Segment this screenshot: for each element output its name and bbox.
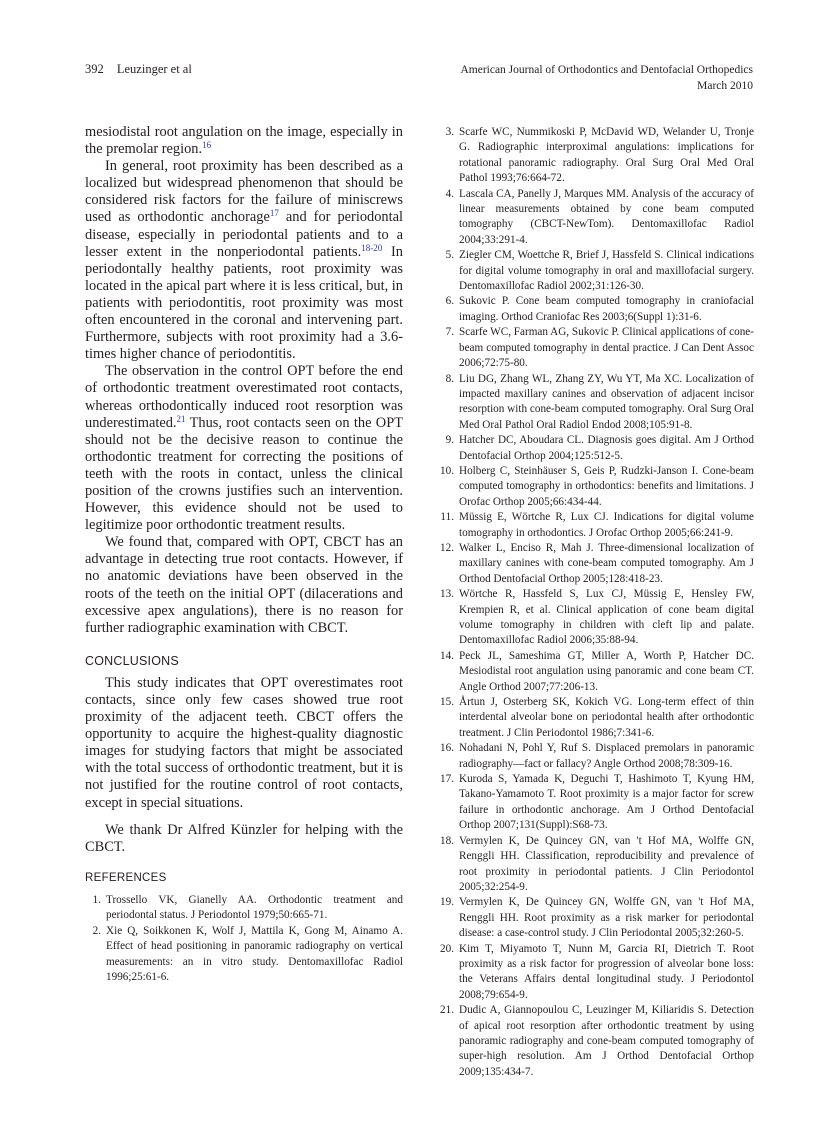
conclusions-heading: CONCLUSIONS (85, 653, 179, 668)
paragraph: The observation in the control OPT before the end of orthodontic treatment overestimated root contacts, whereas orthodontically induced root resorption was underestimated.$^{21}$ Thus, root contacts seen on the OPT should not be the decisive reason to continue the orthodontic treatment for correcting the positions of teeth with the roots in contact, unless the clinical position of the crowns justifies such an intervention. However, this evidence should not be used to legitimize poor orthodontic treatment results. (85, 363, 403, 534)
reference-item: 16. Nohadani N, Pohl Y, Ruf S. Displaced premolars in panoramic radiography—fact or fallacy? Angle Orthod 2008;78:309-16. (440, 742, 754, 770)
reference-item: 4. Lascala CA, Panelly J, Marques MM. Analysis of the accuracy of linear measurements obtained by cone beam computed tomography (CBCT-NewTom). Dentomaxillofac Radiol 2004;33:291-4. (445, 187, 754, 246)
conclusions-paragraph: This study indicates that OPT overestimates root contacts, since only few cases showed true root proximity of the adjacent teeth. CBCT offers the opportunity to acquire the highest-quality diagnostic images for studying factors that might be associated with the total success of orthodontic treatment, but it is not justified for the routine control of root contacts, except in special situations. (85, 674, 403, 811)
citation-link[interactable]: 18-20 (361, 242, 383, 253)
reference-item: 8. Liu DG, Zhang WL, Zhang ZY, Wu YT, Ma XC. Localization of impacted maxillary canines and observation of adjacent incisor resorption with cone-beam computed tomography. Oral Surg Oral Med Oral Pathol Oral Radiol Endod 2008;105:91-8. (445, 372, 754, 431)
reference-item: 15. Årtun J, Osterberg SK, Kokich VG. Long-term effect of thin interdental alveolar bone on periodontal health after orthodontic treatment. J Clin Periodontol 1986;7:341-6. (440, 696, 754, 739)
reference-item: 19. Vermylen K, De Quincey GN, Wolffe GN, van 't Hof MA, Renggli HH. Root proximity as a risk marker for periodontal disease: a case-control study. J Clin Periodontal 2005;32:260-5. (440, 896, 754, 940)
reference-item: 14. Peck JL, Sameshima GT, Miller A, Worth P, Hatcher DC. Mesiodistal root angulation using panoramic and cone beam CT. Angle Orthod 2007;77:206-13. (440, 649, 754, 693)
page-number: 392 (85, 62, 104, 76)
running-header-left (85, 62, 192, 77)
reference-item: 11. Müssig E, Wörtche R, Lux CJ. Indications for digital volume tomography in orthodontics. J Orofac Orthop 2005;66:241-9. (440, 511, 754, 539)
reference-item: 5. Ziegler CM, Woettche R, Brief J, Hassfeld S. Clinical indications for digital volume tomography in oral and maxillofacial surgery. Dentomaxillofac Radiol 2002;31:126-30. (445, 249, 754, 293)
reference-item: 10. Holberg C, Steinhäuser S, Geis P, Rudzki-Janson I. Cone-beam computed tomography in orthodontics: benefits and limitations. J Orofac Orthop 2005;66:434-44. (440, 464, 754, 508)
reference-item: 1. Trossello VK, Gianelly AA. Orthodontic treatment and periodontal status. J Periodontol 1979;50:665-71. (92, 893, 403, 922)
reference-list-right (438, 125, 754, 1080)
paragraph: We found that, compared with OPT, CBCT has an advantage in detecting true root contacts. However, if no anatomic deviations have been observed in the roots of the teeth on the initial OPT (dilacerations and excessive apex angulations), there is no reason for further radiographic examination with CBCT. (85, 534, 403, 636)
acknowledgment: We thank Dr Alfred Künzler for helping with the CBCT. (85, 821, 403, 855)
journal-title: American Journal of Orthodontics and Dentofacial Orthopedics (460, 64, 753, 76)
paragraph: mesiodistal root angulation on the image, especially in the premolar region.$^{16}$ (85, 124, 403, 158)
reference-item: 17. Kuroda S, Yamada K, Deguchi T, Hashimoto T, Kyung HM, Takano-Yamamoto T. Root proximity is a major factor for screw failure in orthodontic anchorage. Am J Orthod Dentofacial Orthop 2007;131(Suppl):S68-73. (440, 773, 754, 832)
reference-item: 13. Wörtche R, Hassfeld S, Lux CJ, Müssig E, Hensley FW, Krempien R, et al. Clinical application of cone beam digital volume tomography in children with cleft lip and palate. Dentomaxillofac Radiol 2006;35:88-94. (440, 588, 754, 647)
right-column (438, 125, 754, 1080)
citation-link[interactable]: 16 (202, 140, 212, 151)
reference-item: 3. Scarfe WC, Nummikoski P, McDavid WD, Welander U, Tronje G. Radiographic interproximal angulations: implications for rotational panoramic radiography. Oral Surg Oral Med Oral Pathol 1993;76:664-72. (445, 126, 754, 185)
running-authors: Leuzinger et al (116, 62, 192, 76)
reference-item: 18. Vermylen K, De Quincey GN, van 't Hof MA, Wolffe GN, Renggli HH. Classification, reproducibility and prevalence of root proximity in periodontal patients. J Clin Periodontol 2005;32:254-9. (440, 834, 754, 893)
reference-item: 7. Scarfe WC, Farman AG, Sukovic P. Clinical applications of cone-beam computed tomography in dental practice. J Can Dent Assoc 2006;72:75-80. (445, 326, 754, 370)
left-column (85, 124, 403, 985)
reference-list-left (85, 893, 403, 985)
reference-item: 21. Dudic A, Giannopoulou C, Leuzinger M, Kiliaridis S. Detection of apical root resorption after orthodontic treatment by using panoramic radiography and cone-beam computed tomography of super-high resolution. Am J Orthod Dentofacial Orthop 2009;135:434-7. (440, 1004, 754, 1078)
citation-link[interactable]: 21 (176, 413, 186, 424)
citation-link[interactable]: 17 (269, 208, 279, 219)
reference-item: 6. Sukovic P. Cone beam computed tomography in craniofacial imaging. Orthod Craniofac Res 2003;6(Suppl 1):31-6. (445, 295, 754, 323)
reference-item: 20. Kim T, Miyamoto T, Nunn M, Garcia RI, Dietrich T. Root proximity as a risk factor for progression of alveolar bone loss: the Veterans Affairs dental longitudinal study. J Periodontol 2008;79:654-9. (440, 942, 754, 1001)
paragraph: In general, root proximity has been described as a localized but widespread phenomenon that should be considered risk factors for the failure of miniscrews used as orthodontic anchorage$^{17}$ and for periodontal disease, especially in periodontal patients and to a lesser extent in the nonperiodontal patients.$^{18-20}$ In periodontally healthy patients, root proximity was located in the apical part where it is less critical, but, in patients with periodontitis, root proximity was most often encountered in the coronal and intervening part. Furthermore, subjects with root proximity had a 3.6-times higher chance of periodontitis. (85, 158, 403, 363)
reference-item: 12. Walker L, Enciso R, Mah J. Three-dimensional localization of maxillary canines with cone-beam computed tomography. Am J Orthod Dentofacial Orthop 2005;128:418-23. (440, 541, 754, 585)
reference-item: 9. Hatcher DC, Aboudara CL. Diagnosis goes digital. Am J Orthod Dentofacial Orthop 2004;125:512-5. (445, 434, 754, 462)
running-header-right (460, 62, 753, 94)
references-heading: REFERENCES (85, 871, 167, 884)
reference-item: 2. Xie Q, Soikkonen K, Wolf J, Mattila K, Gong M, Ainamo A. Effect of head positioning in panoramic radiography on vertical measurements: an in vitro study. Dentomaxillofac Radiol 1996;25:61-6. (92, 924, 403, 983)
issue-date: March 2010 (697, 80, 753, 92)
